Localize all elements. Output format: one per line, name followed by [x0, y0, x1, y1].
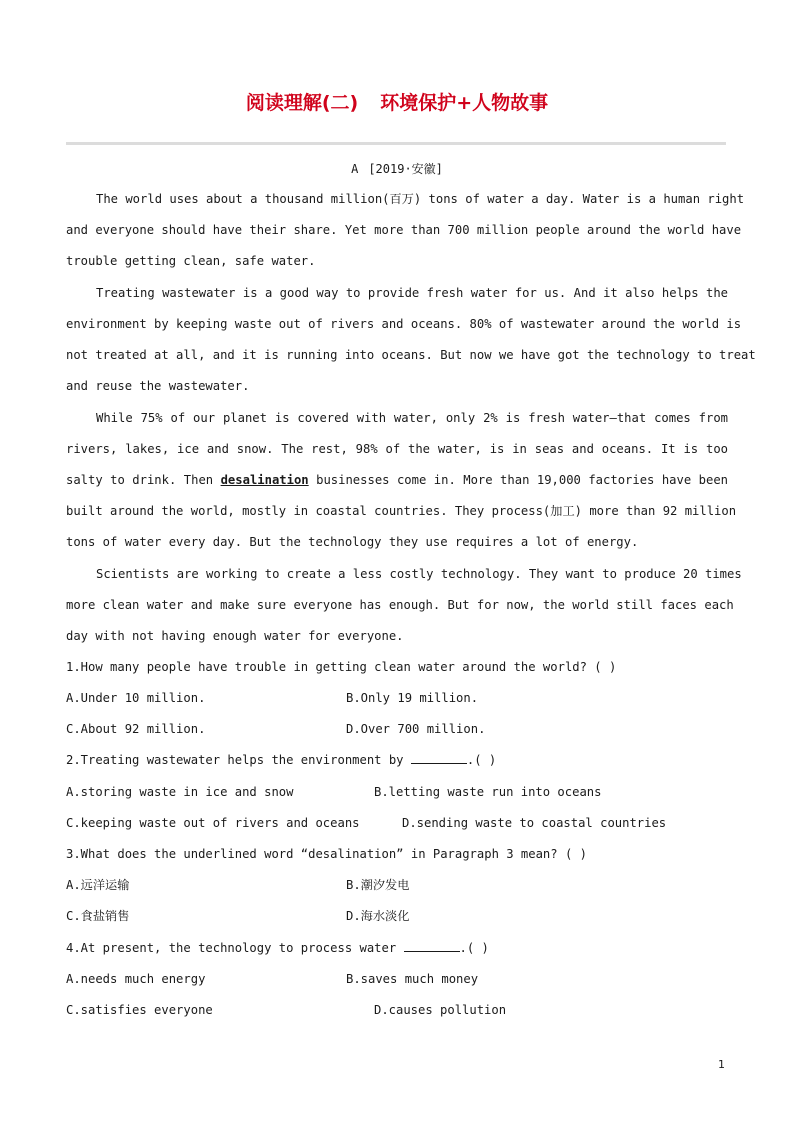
question-4-option-d: D.causes pollution [374, 1003, 507, 1017]
question-4-option-b: B.saves much money [346, 972, 479, 986]
question-1-option-b: B.Only 19 million. [346, 691, 479, 705]
question-3-option-d: D.海水淡化 [346, 909, 410, 923]
question-3-option-b: B.潮汐发电 [346, 878, 410, 892]
question-4-option-c: C.satisfies everyone [66, 1003, 213, 1017]
passage-line: tons of water every day. But the technology they use requires a lot of energy. [66, 535, 639, 549]
answer-blank [404, 941, 460, 952]
question-3-option-c: C.食盐销售 [66, 909, 130, 923]
question-2-stem-text: 2.Treating wastewater helps the environment by [66, 753, 404, 767]
passage-line: Treating wastewater is a good way to provide fresh water for us. And it also helps the [96, 286, 728, 300]
question-1-option-a: A.Under 10 million. [66, 691, 206, 705]
section-label: A [351, 162, 359, 176]
passage-line: more clean water and make sure everyone has enough. But for now, the world still faces each [66, 598, 734, 612]
question-4-stem [66, 940, 728, 956]
question-2-stem [66, 752, 728, 768]
passage-line: environment by keeping waste out of rivers and oceans. 80% of wastewater around the world is [66, 317, 742, 331]
title-part-2: 环境保护+人物故事 [380, 92, 549, 114]
passage-line: trouble getting clean, safe water. [66, 254, 316, 268]
question-2-option-a: A.storing waste in ice and snow [66, 785, 294, 799]
passage-line: and everyone should have their share. Yet more than 700 million people around the world have [66, 223, 742, 237]
question-4-option-a: A.needs much energy [66, 972, 206, 986]
passage-line [66, 472, 728, 488]
page-number: 1 [718, 1058, 725, 1071]
passage-line: Scientists are working to create a less costly technology. They want to produce 20 times [96, 567, 742, 581]
question-2-option-b: B.letting waste run into oceans [374, 785, 602, 799]
section-source: [2019·安徽] [368, 162, 443, 176]
question-2-stem-end: .( ) [466, 753, 497, 767]
underlined-word-desalination: desalination [220, 473, 309, 487]
question-1-stem: 1.How many people have trouble in getting clean water around the world? ( ) [66, 660, 617, 674]
passage-text: businesses come in. More than 19,000 factories have been [316, 473, 729, 487]
passage-line: While 75% of our planet is covered with water, only 2% is fresh water—that comes from [96, 411, 728, 425]
question-1-option-c: C.About 92 million. [66, 722, 206, 736]
passage-line: rivers, lakes, ice and snow. The rest, 98% of the water, is in seas and oceans. It is too [66, 442, 728, 456]
passage-line: The world uses about a thousand million(百万) tons of water a day. Water is a human right [96, 192, 745, 206]
question-4-stem-end: .( ) [459, 941, 489, 955]
passage-line: not treated at all, and it is running into oceans. But now we have got the technology to treat [66, 348, 756, 362]
passage-line: built around the world, mostly in coastal countries. They process(加工) more than 92 million [66, 504, 737, 518]
question-3-stem: 3.What does the underlined word “desalination” in Paragraph 3 mean? ( ) [66, 847, 587, 861]
question-2-option-c: C.keeping waste out of rivers and oceans [66, 816, 360, 830]
question-2-option-d: D.sending waste to coastal countries [402, 816, 667, 830]
passage-line: and reuse the wastewater. [66, 379, 250, 393]
answer-blank [411, 753, 467, 764]
question-3-option-a: A.远洋运输 [66, 878, 130, 892]
page-title [0, 88, 794, 115]
question-1-option-d: D.Over 700 million. [346, 722, 486, 736]
passage-text: salty to drink. Then [66, 473, 214, 487]
question-4-stem-text: 4.At present, the technology to process water [66, 941, 397, 955]
section-heading [0, 160, 794, 177]
title-divider [66, 142, 726, 145]
passage-line: day with not having enough water for everyone. [66, 629, 404, 643]
title-part-1: 阅读理解(二) [245, 92, 359, 114]
